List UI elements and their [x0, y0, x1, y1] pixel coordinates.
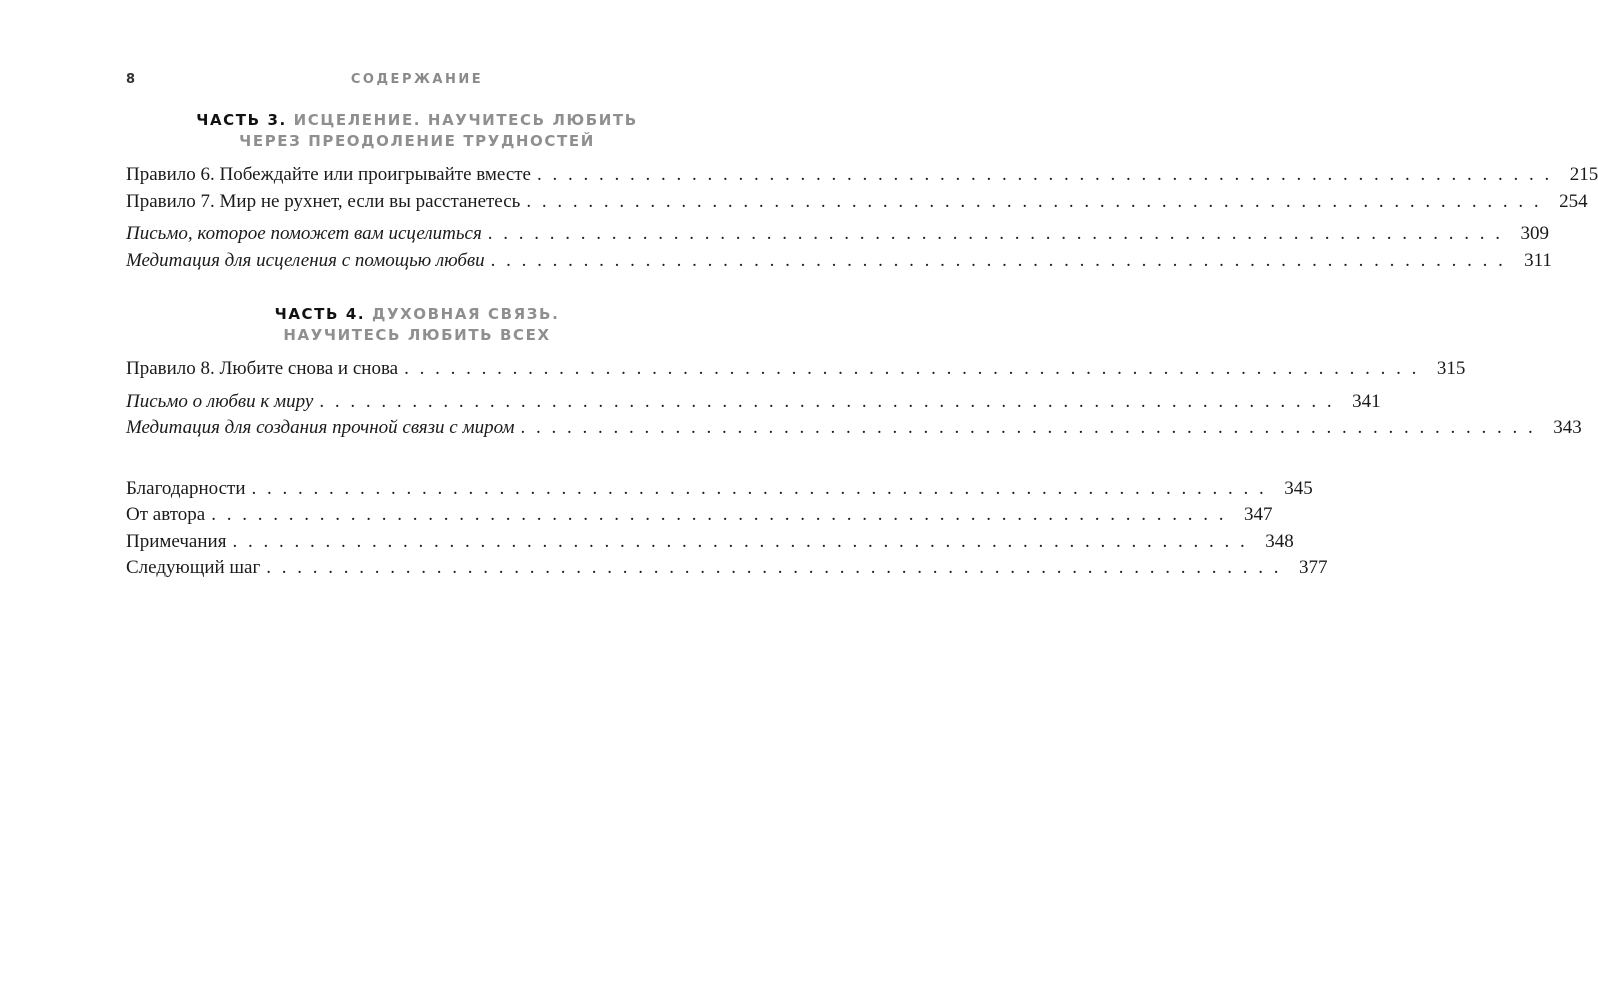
- toc-entry-rule-7[interactable]: [126, 189, 1588, 216]
- part-3-extras: [126, 221, 1552, 274]
- part-3-title-line-1: ИСЦЕЛЕНИЕ. НАУЧИТЕСЬ ЛЮБИТЬ: [293, 111, 638, 129]
- toc-entry-title: Правило 8. Любите снова и снова: [126, 358, 399, 379]
- toc-entry-page: 309: [1520, 223, 1550, 244]
- toc-entry-notes[interactable]: [126, 529, 1294, 556]
- toc-entry-rule-8[interactable]: [126, 356, 1466, 383]
- page-number: 8: [126, 72, 138, 87]
- dot-leader: . . . . . . . . . . . . . . . . . . . . . . . . . . . . . . . . . . . . . . . . . . . . . . . . . . . . . . . . . . . . . . . . . .: [319, 390, 1335, 412]
- toc-entry-world-meditation[interactable]: [126, 415, 1582, 442]
- part-4-extras: [126, 389, 1582, 442]
- toc-entry-page: 215: [1569, 164, 1598, 185]
- toc-entry-title: Медитация для исцеления с помощью любви: [126, 249, 485, 271]
- part-4-rules: [126, 356, 1466, 383]
- part-4-title-line-2: НАУЧИТЕСЬ ЛЮБИТЬ ВСЕХ: [283, 326, 551, 344]
- toc-entry-page: 345: [1284, 477, 1313, 499]
- part-3-heading: [126, 110, 708, 152]
- dot-leader: . . . . . . . . . . . . . . . . . . . . . . . . . . . . . . . . . . . . . . . . . . . . . . . . . . . . . . . . . . . . . . . . . .: [211, 504, 1227, 525]
- toc-entry-title: Письмо о любви к миру: [126, 390, 314, 412]
- running-head: СОДЕРЖАНИЕ: [350, 72, 484, 87]
- toc-entry-title: Следующий шаг: [126, 557, 261, 578]
- toc-entry-title: Письмо, которое поможет вам исцелиться: [126, 223, 482, 244]
- table-of-contents: [126, 110, 1598, 582]
- dot-leader: . . . . . . . . . . . . . . . . . . . . . . . . . . . . . . . . . . . . . . . . . . . . . . . . . . . . . . . . . . . . . . . . . .: [487, 223, 1504, 244]
- toc-entry-acknowledgements[interactable]: [126, 476, 1313, 503]
- part-3-rules: [126, 162, 1598, 215]
- toc-entry-page: 348: [1265, 530, 1294, 552]
- page-header: [126, 72, 708, 92]
- part-3-title-line-2: ЧЕРЕЗ ПРЕОДОЛЕНИЕ ТРУДНОСТЕЙ: [239, 132, 595, 150]
- toc-entry-world-letter[interactable]: [126, 389, 1381, 416]
- toc-entry-from-author[interactable]: [126, 502, 1273, 529]
- dot-leader: . . . . . . . . . . . . . . . . . . . . . . . . . . . . . . . . . . . . . . . . . . . . . . . . . . . . . . . . . . . . . . . . . .: [266, 557, 1282, 578]
- dot-leader: . . . . . . . . . . . . . . . . . . . . . . . . . . . . . . . . . . . . . . . . . . . . . . . . . . . . . . . . . . . . . . . . . .: [404, 358, 1420, 379]
- toc-entry-title: От автора: [126, 504, 206, 525]
- toc-entry-title: Благодарности: [126, 477, 246, 499]
- toc-entry-page: 315: [1436, 358, 1466, 379]
- backmatter-list: [126, 476, 1328, 582]
- dot-leader: . . . . . . . . . . . . . . . . . . . . . . . . . . . . . . . . . . . . . . . . . . . . . . . . . . . . . . . . . . . . . . . . . .: [251, 477, 1267, 499]
- toc-entry-healing-letter[interactable]: [126, 221, 1550, 248]
- toc-entry-title: Правило 6. Побеждайте или проигрывайте вместе: [126, 164, 531, 185]
- toc-entry-title: Медитация для создания прочной связи с миром: [126, 417, 515, 438]
- dot-leader: . . . . . . . . . . . . . . . . . . . . . . . . . . . . . . . . . . . . . . . . . . . . . . . . . . . . . . . . . . . . . . . . . .: [232, 530, 1248, 552]
- toc-entry-title: Примечания: [126, 530, 227, 552]
- part-4-label: ЧАСТЬ 4.: [274, 305, 366, 323]
- dot-leader: . . . . . . . . . . . . . . . . . . . . . . . . . . . . . . . . . . . . . . . . . . . . . . . . . . . . . . . . . . . . . . . . . .: [490, 249, 1506, 271]
- toc-entry-page: 347: [1243, 504, 1273, 525]
- dot-leader: . . . . . . . . . . . . . . . . . . . . . . . . . . . . . . . . . . . . . . . . . . . . . . . . . . . . . . . . . . . . . . . . . .: [520, 417, 1536, 438]
- toc-entry-next-step[interactable]: [126, 555, 1328, 582]
- toc-entry-rule-6[interactable]: [126, 162, 1598, 189]
- part-3-label: ЧАСТЬ 3.: [196, 111, 287, 129]
- toc-entry-page: 343: [1553, 417, 1582, 438]
- toc-entry-page: 311: [1524, 249, 1552, 271]
- toc-entry-page: 341: [1352, 390, 1381, 412]
- toc-entry-healing-meditation[interactable]: [126, 248, 1552, 275]
- toc-entry-page: 254: [1559, 190, 1588, 212]
- dot-leader: . . . . . . . . . . . . . . . . . . . . . . . . . . . . . . . . . . . . . . . . . . . . . . . . . . . . . . . . . . . . . . . . . .: [537, 164, 1553, 185]
- toc-entry-page: 377: [1299, 557, 1328, 578]
- part-4-title-line-1: ДУХОВНАЯ СВЯЗЬ.: [372, 305, 560, 323]
- toc-entry-title: Правило 7. Мир не рухнет, если вы расстанетесь: [126, 190, 521, 212]
- dot-leader: . . . . . . . . . . . . . . . . . . . . . . . . . . . . . . . . . . . . . . . . . . . . . . . . . . . . . . . . . . . . . . . . . .: [526, 190, 1542, 212]
- part-4-heading: [126, 304, 708, 346]
